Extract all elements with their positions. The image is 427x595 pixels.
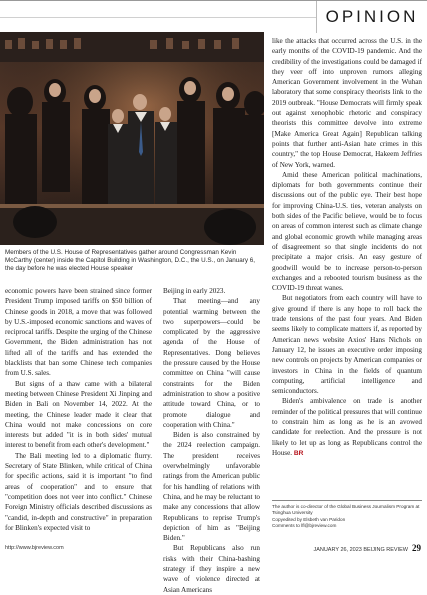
comments-email[interactable]: Comments to lfl@bjreview.com: [272, 523, 337, 529]
paragraph: Biden is also constrained by the 2024 reelection campaign. The president receives overwhelmingly unfavorable ratings from the American public for his handling of relations with China, and he may be reluctant to make any concessions that allow Republicans to reprise Trump's depiction of him as "Beijing Biden.": [163, 431, 260, 543]
footer-url[interactable]: http://www.bjreview.com: [5, 545, 64, 551]
article-column-2: [163, 286, 260, 595]
section-label: OPINION: [316, 1, 427, 33]
paragraph: Beijing in early 2023.: [163, 287, 226, 295]
paragraph: But negotiators from each country will have to give ground if there is any hope to roll back the trade tensions of the past four years. And Biden seems likely to complicate matters if, as reported by American news website Axios' Hans Nichols on January 12, he issues an executive order imposing new controls on projects by American companies or investors in China in the fields of quantum computing, artificial intelligence and semiconductors.: [272, 294, 422, 396]
paragraph: But signs of a thaw came with a bilateral meeting between Chinese President Xi Jinping and Biden in Bali on November 14, 2022. At the meeting, the Chinese leader made it clear that China would not make concessions on core interests but added "it is in both sides' mutual interest to benefit from each other's development.": [5, 379, 152, 450]
paragraph: That meeting—and any potential warming between the two superpowers—could be complicated by the aggressive agenda of the House of Representatives. Dong believes the pressure caused by the House committee on China "will cause constraints for the Biden administration to show a positive attitude toward China, or to promote dialogue and cooperation with China.": [163, 297, 260, 429]
paragraph: economic powers have been strained since former President Trump imposed tariffs on $50 billion of Chinese goods in 2018, a move that was followed by U.S.-imposed economic sanctions and waves of reciprocal tariffs. Despite the urging of the Chinese Government, the Biden administration has not lifted all of the tariffs and has extended the blacklists that ban some Chinese tech companies from U.S. sales.: [5, 287, 152, 378]
paragraph: [272, 396, 422, 459]
paragraph: like the attacks that occurred across the U.S. in the early months of the COVID-19 pandemic. And the credibility of the investigations could be damaged if they veer off into unproven rumors alleging American Government involvement in the Wuhan laboratory that some conspiracy theorists link to the 2019 outbreak. "House Democrats will firmly speak out against xenophobic rhetoric and conspiracy theorists this committee devolve into extreme [Make America Great Again] Republican talking points that further anti-Asian hate crimes in this country," the top House Democrat, Hakeem Jeffries of New York, warned.: [272, 37, 422, 169]
final-paragraph-text: Biden's ambivalence on trade is another reminder of the political pressures that will continue to constrain him as long as he is an avowed candidate for reelection. And the pressure is not likely to let up as long as Republicans control the House.: [272, 397, 422, 457]
photo-caption: Members of the U.S. House of Representatives gather around Congressman Kevin McCarthy (center) inside the Capitol Building in Washington, D.C., the U.S., on January 6, the day before he was elected House speaker: [5, 249, 256, 273]
issue-label: JANUARY 26, 2023 BEIJING REVIEW: [313, 547, 408, 553]
article-column-1: [5, 286, 152, 533]
paragraph: But Republicans also run risks with their China-bashing strategy if they inspire a new wave of violence directed at Asian Americans: [163, 544, 260, 594]
paragraph: The Bali meeting led to a diplomatic flurry. Secretary of State Blinken, while critical of China for specific actions, said it is important "to find areas of cooperation" and to ensure that "competition does not veer into conflict." Chinese Foreign Ministry officials described discussions as "candid, in-depth and constructive" in preparation for Blinken's expected visit to: [5, 451, 152, 532]
page-number: 29: [412, 543, 421, 553]
copyeditor-credit: Copyedited by Elsbeth van Paridon: [272, 516, 346, 522]
house-chamber-photo: [0, 32, 264, 245]
author-bio: The author is co-director of the Global Business Journalism Program at Tsinghua University: [272, 504, 420, 516]
author-note: [272, 500, 422, 530]
end-mark: BR: [293, 449, 304, 457]
article-column-3: [272, 36, 422, 459]
footer-issue: [313, 543, 421, 553]
paragraph: Amid these American political machinations, diplomats for both governments continue their discussions out of the public eye. Their best hope for improving China-U.S. ties, veteran analysts on both sides of the Pacific believe, would be to focus on areas of common interest such as climate change and global economic growth while managing areas of disagreement so that single incidents do not precipitate a major crisis. An easy gesture of goodwill would be to increase person-to-person exchanges and a rebooted tourism business as the COVID-19 threat wanes.: [272, 170, 422, 293]
section-header-bar: [0, 0, 427, 26]
